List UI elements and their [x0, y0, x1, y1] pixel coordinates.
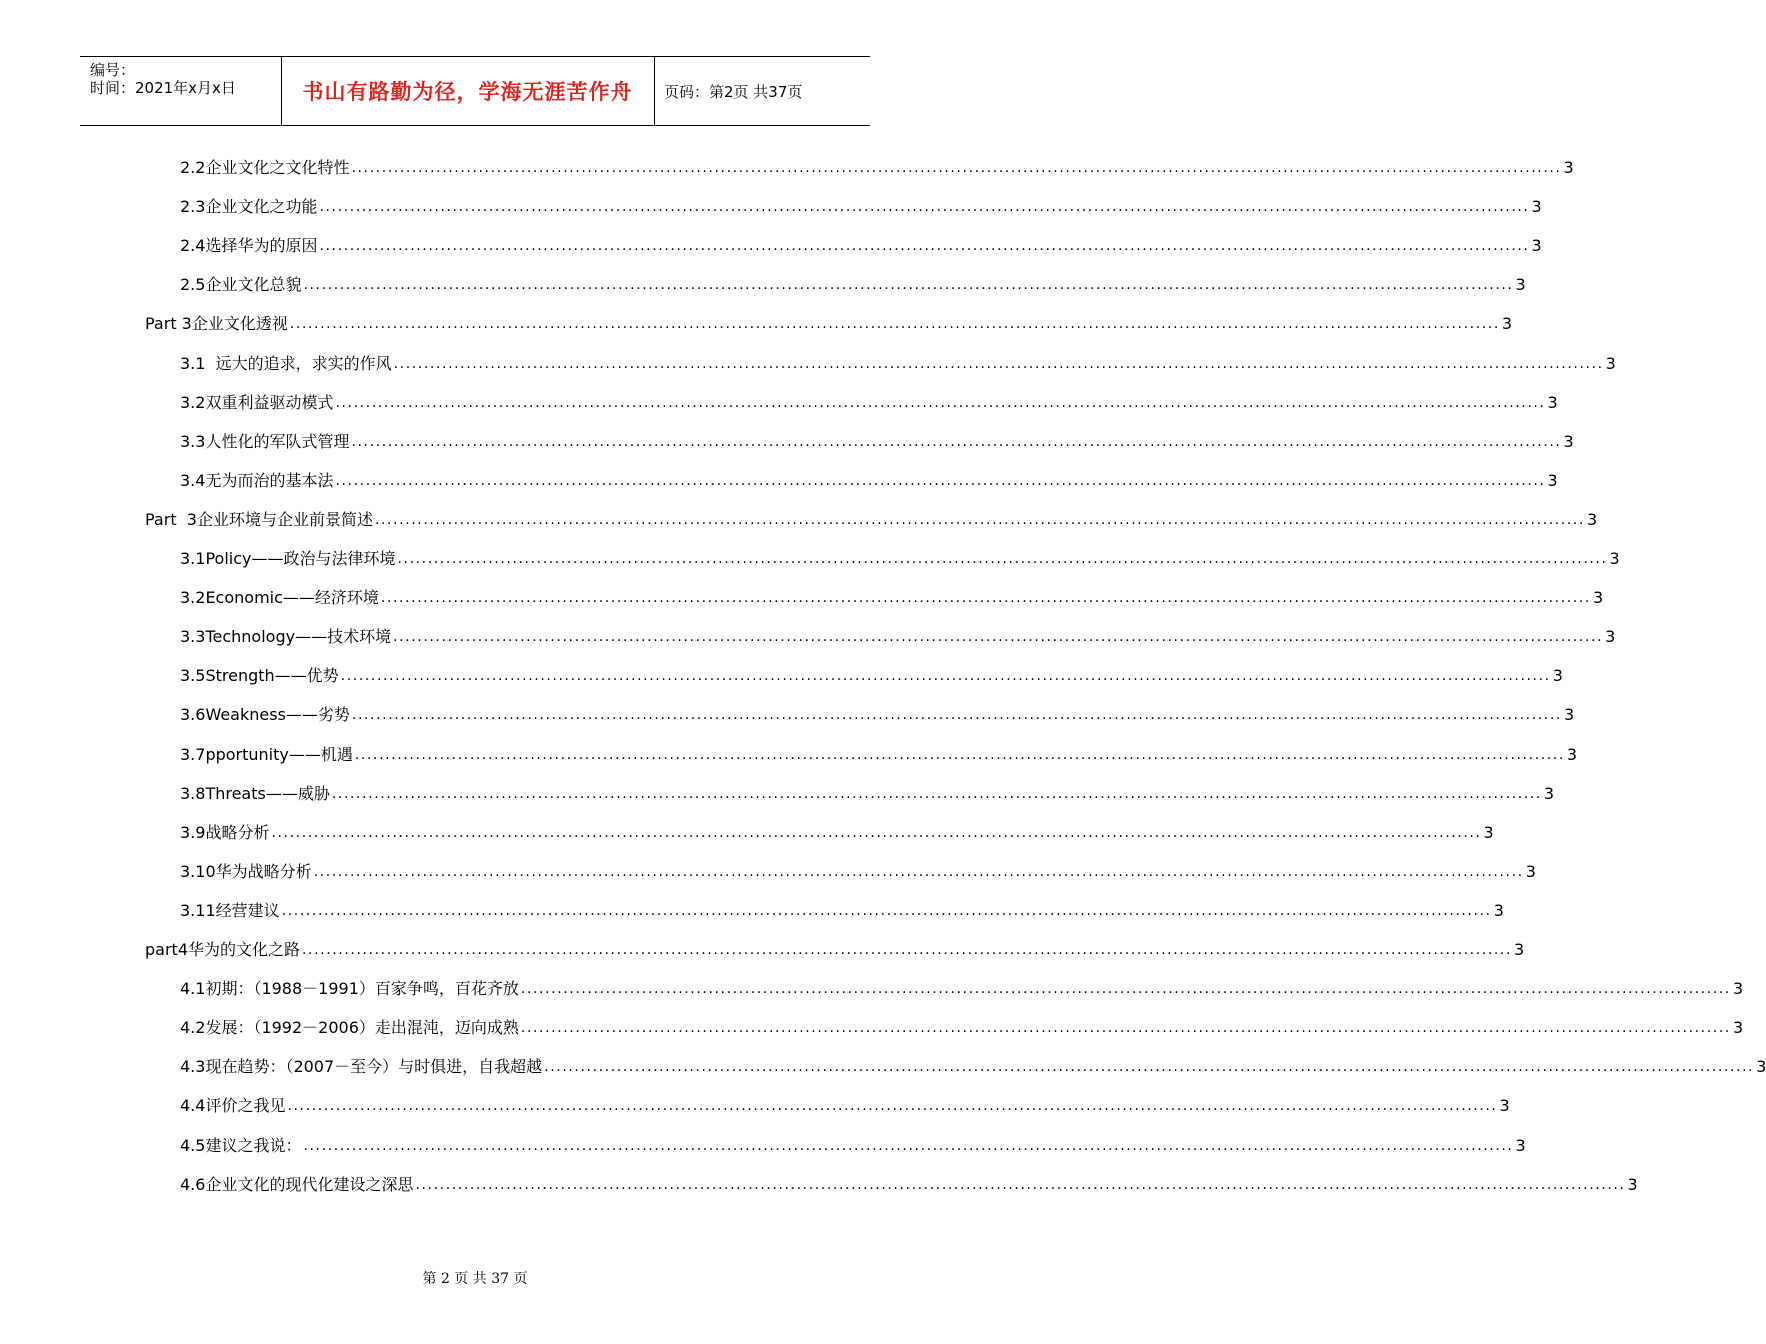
toc-entry[interactable] [180, 157, 1574, 179]
toc-entry[interactable] [180, 1056, 1766, 1078]
toc-entry[interactable] [180, 470, 1558, 492]
toc-entry-page: 3 [1592, 588, 1604, 607]
toc-dot-leader: ........................................................................................................................................................................................................ [415, 1177, 1626, 1193]
toc-entry-title: Part 3企业环境与企业前景简述 [145, 510, 373, 529]
header-motto: 书山有路勤为径，学海无涯苦作舟 [302, 79, 633, 104]
toc-entry-page: 3 [1605, 627, 1616, 646]
toc-dot-leader: ........................................................................................................................................................................................................ [335, 473, 1546, 489]
toc-entry-page: 3 [1756, 1057, 1766, 1076]
toc-entry-page: 3 [1605, 354, 1616, 373]
toc-entry-title: part4华为的文化之路 [145, 940, 300, 959]
toc-entry-page: 3 [1563, 705, 1575, 724]
toc-entry-title: 3.8Threats——威胁 [180, 784, 330, 803]
toc-dot-leader: ........................................................................................................................................................................................................ [380, 590, 1591, 606]
toc-entry-title: 4.2发展：（1992－2006）走出混沌，迈向成熟 [180, 1018, 519, 1037]
toc-dot-leader: ........................................................................................................................................................................................................ [289, 316, 1500, 332]
toc-dot-leader: ........................................................................................................................................................................................................ [303, 277, 1514, 293]
toc-dot-leader: ........................................................................................................................................................................................................ [302, 942, 1513, 958]
toc-entry[interactable] [180, 978, 1744, 1000]
toc-entry-title: 3.4无为而治的基本法 [180, 471, 334, 490]
toc-dot-leader: ........................................................................................................................................................................................................ [351, 707, 1562, 723]
toc-dot-leader: ........................................................................................................................................................................................................ [319, 238, 1530, 254]
toc-entry[interactable] [180, 353, 1616, 375]
toc-dot-leader: ........................................................................................................................................................................................................ [319, 199, 1530, 215]
page-header [80, 56, 870, 126]
toc-dot-leader: ........................................................................................................................................................................................................ [351, 160, 1562, 176]
toc-dot-leader: ........................................................................................................................................................................................................ [271, 825, 1482, 841]
header-page-info: 页码：第2页 共37页 [664, 82, 803, 101]
number-label: 编号： [90, 61, 136, 79]
toc-dot-leader: ........................................................................................................................................................................................................ [303, 1138, 1514, 1154]
toc-entry[interactable] [180, 392, 1558, 414]
toc-entry-title: 3.1Policy——政治与法律环境 [180, 549, 396, 568]
toc-entry-title: 2.3企业文化之功能 [180, 197, 318, 216]
toc-entry-title: 3.3Technology——技术环境 [180, 627, 392, 646]
toc-entry-title: 3.1 远大的追求，求实的作风 [180, 354, 392, 373]
toc-entry-page: 3 [1563, 432, 1574, 451]
toc-dot-leader: ........................................................................................................................................................................................................ [351, 434, 1562, 450]
toc-dot-leader: ........................................................................................................................................................................................................ [520, 1020, 1731, 1036]
toc-entry-page: 3 [1547, 471, 1558, 490]
toc-entry[interactable] [180, 626, 1616, 648]
toc-entry-page: 3 [1525, 862, 1536, 881]
toc-entry-title: 2.2企业文化之文化特性 [180, 158, 350, 177]
toc-entry[interactable] [180, 665, 1563, 687]
toc-dot-leader: ........................................................................................................................................................................................................ [335, 395, 1546, 411]
toc-entry[interactable] [180, 274, 1526, 296]
toc-entry[interactable] [180, 704, 1575, 726]
toc-entry-title: 2.4选择华为的原因 [180, 236, 318, 255]
toc-entry-page: 3 [1515, 1136, 1526, 1155]
toc-dot-leader: ........................................................................................................................................................................................................ [520, 981, 1731, 997]
toc-entry-title: 3.10华为战略分析 [180, 862, 312, 881]
toc-entry[interactable] [145, 313, 1513, 335]
header-motto-cell [281, 57, 655, 125]
toc-entry-page: 3 [1531, 197, 1542, 216]
toc-entry-page: 3 [1499, 1096, 1510, 1115]
header-page-cell [655, 57, 870, 125]
toc-entry-title: 3.2Economic——经济环境 [180, 588, 379, 607]
toc-entry[interactable] [180, 900, 1504, 922]
toc-entry[interactable] [180, 235, 1542, 257]
toc-entry[interactable] [180, 744, 1578, 766]
toc-dot-leader: ........................................................................................................................................................................................................ [393, 629, 1604, 645]
toc-entry[interactable] [180, 1135, 1526, 1157]
toc-entry-page: 3 [1732, 1018, 1744, 1037]
toc-entry-title: 4.3现在趋势：（2007－至今）与时俱进，自我超越 [180, 1057, 543, 1076]
toc-entry[interactable] [180, 431, 1574, 453]
toc-entry-page: 3 [1483, 823, 1494, 842]
toc-entry-page: 3 [1515, 275, 1526, 294]
toc-dot-leader: ........................................................................................................................................................................................................ [281, 903, 1492, 919]
toc-entry-page: 3 [1563, 158, 1574, 177]
toc-entry-page: 3 [1514, 940, 1525, 959]
toc-entry-page: 3 [1587, 510, 1598, 529]
toc-entry-title: 3.9战略分析 [180, 823, 270, 842]
toc-entry[interactable] [180, 1174, 1638, 1196]
toc-entry-title: 3.7pportunity——机遇 [180, 745, 353, 764]
toc-entry-title: 4.4评价之我见 [180, 1096, 286, 1115]
toc-dot-leader: ........................................................................................................................................................................................................ [340, 668, 1551, 684]
toc-dot-leader: ........................................................................................................................................................................................................ [393, 356, 1604, 372]
page-footer: 第 2 页 共 37 页 [422, 1271, 528, 1287]
toc-entry[interactable] [145, 509, 1598, 531]
header-meta [80, 57, 282, 125]
toc-entry-title: Part 3企业文化透视 [145, 314, 288, 333]
toc-entry-title: 4.5建议之我说： [180, 1136, 302, 1155]
toc-entry[interactable] [180, 548, 1620, 570]
toc-entry[interactable] [180, 1095, 1510, 1117]
toc-entry-page: 3 [1493, 901, 1504, 920]
toc-entry[interactable] [180, 783, 1555, 805]
date-label: 时间：2021年x月x日 [90, 79, 236, 97]
toc-entry-title: 3.2双重利益驱动模式 [180, 393, 334, 412]
toc-dot-leader: ........................................................................................................................................................................................................ [544, 1059, 1755, 1075]
toc-entry[interactable] [180, 196, 1542, 218]
toc-dot-leader: ........................................................................................................................................................................................................ [331, 786, 1542, 802]
toc-dot-leader: ........................................................................................................................................................................................................ [313, 864, 1524, 880]
toc-entry-page: 3 [1566, 745, 1578, 764]
toc-entry-page: 3 [1627, 1175, 1638, 1194]
toc-entry-page: 3 [1547, 393, 1558, 412]
toc-entry-title: 4.1初期：（1988－1991）百家争鸣，百花齐放 [180, 979, 519, 998]
toc-entry-title: 3.6Weakness——劣势 [180, 705, 350, 724]
toc-dot-leader: ........................................................................................................................................................................................................ [397, 551, 1608, 567]
toc-entry-title: 2.5企业文化总貌 [180, 275, 302, 294]
toc-entry[interactable] [180, 587, 1604, 609]
toc-entry-title: 4.6企业文化的现代化建设之深思 [180, 1175, 414, 1194]
toc-entry-page: 3 [1609, 549, 1620, 568]
toc-entry-page: 3 [1531, 236, 1542, 255]
toc-entry[interactable] [180, 861, 1536, 883]
toc-entry-page: 3 [1501, 314, 1513, 333]
toc-entry-title: 3.3人性化的军队式管理 [180, 432, 350, 451]
toc-entry-title: 3.11经营建议 [180, 901, 280, 920]
toc-entry[interactable] [145, 939, 1525, 961]
toc-dot-leader: ........................................................................................................................................................................................................ [354, 747, 1565, 763]
toc-entry-title: 3.5Strength——优势 [180, 666, 339, 685]
toc-entry[interactable] [180, 1017, 1744, 1039]
toc-dot-leader: ........................................................................................................................................................................................................ [374, 512, 1585, 528]
toc-entry-page: 3 [1732, 979, 1744, 998]
toc-entry[interactable] [180, 822, 1494, 844]
toc-entry-page: 3 [1543, 784, 1555, 803]
toc-entry-page: 3 [1552, 666, 1563, 685]
toc-dot-leader: ........................................................................................................................................................................................................ [287, 1098, 1498, 1114]
